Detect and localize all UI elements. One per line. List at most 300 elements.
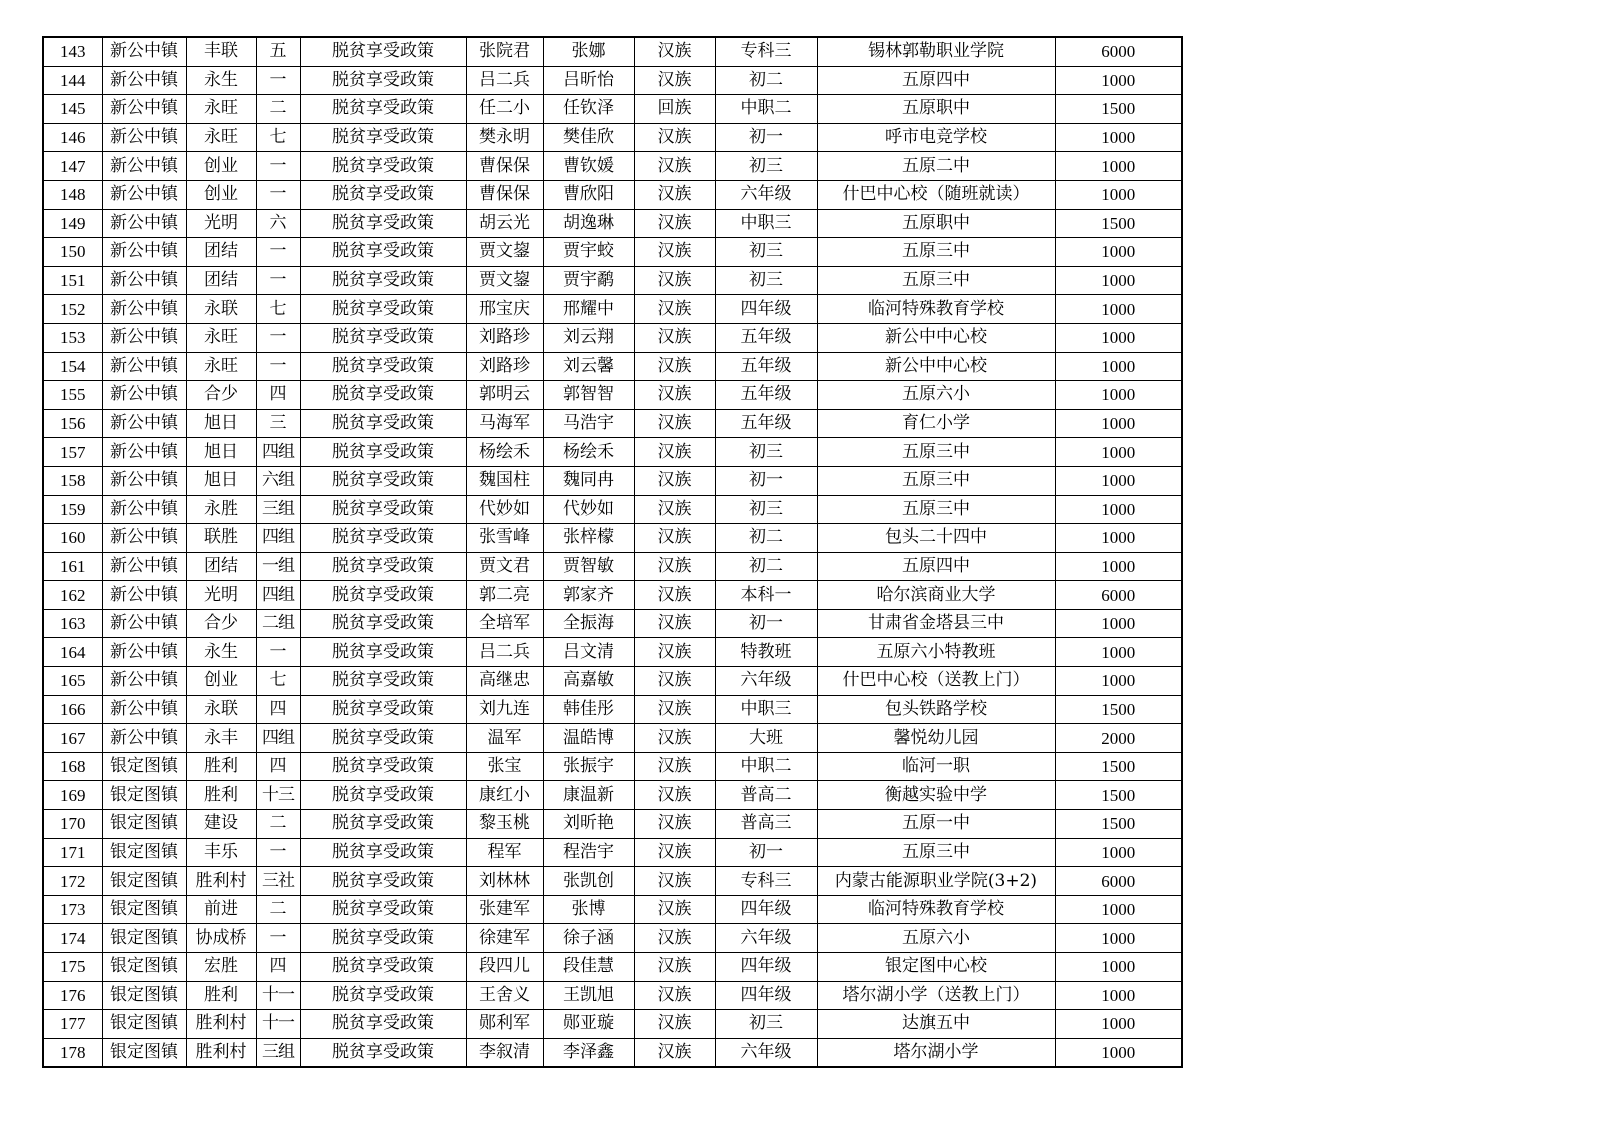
ethnicity-cell: 汉族 bbox=[634, 323, 715, 352]
town-cell: 新公中镇 bbox=[102, 638, 186, 667]
table-row bbox=[43, 66, 1182, 95]
village-cell: 胜利村 bbox=[186, 1010, 256, 1039]
row-number-cell: 176 bbox=[43, 981, 102, 1010]
school-cell: 什巴中心校（随班就读） bbox=[817, 180, 1055, 209]
amount-cell: 2000 bbox=[1055, 724, 1182, 753]
student-name-cell: 樊佳欣 bbox=[543, 123, 634, 152]
table-row bbox=[43, 895, 1182, 924]
grade-cell: 六年级 bbox=[715, 1038, 817, 1067]
amount-cell: 1500 bbox=[1055, 95, 1182, 124]
guardian-name-cell: 全培军 bbox=[466, 609, 543, 638]
group-cell: 二组 bbox=[256, 609, 300, 638]
row-number-cell: 166 bbox=[43, 695, 102, 724]
guardian-name-cell: 曹保保 bbox=[466, 152, 543, 181]
town-cell: 银定图镇 bbox=[102, 781, 186, 810]
table-body bbox=[43, 37, 1182, 1067]
ethnicity-cell: 汉族 bbox=[634, 438, 715, 467]
row-number-cell: 178 bbox=[43, 1038, 102, 1067]
table-row bbox=[43, 981, 1182, 1010]
policy-cell: 脱贫享受政策 bbox=[300, 66, 466, 95]
policy-cell: 脱贫享受政策 bbox=[300, 123, 466, 152]
policy-cell: 脱贫享受政策 bbox=[300, 667, 466, 696]
amount-cell: 1000 bbox=[1055, 1038, 1182, 1067]
amount-cell: 1500 bbox=[1055, 209, 1182, 238]
village-cell: 联胜 bbox=[186, 524, 256, 553]
town-cell: 新公中镇 bbox=[102, 37, 186, 66]
school-cell: 五原四中 bbox=[817, 552, 1055, 581]
town-cell: 新公中镇 bbox=[102, 495, 186, 524]
town-cell: 银定图镇 bbox=[102, 924, 186, 953]
policy-cell: 脱贫享受政策 bbox=[300, 466, 466, 495]
grade-cell: 六年级 bbox=[715, 924, 817, 953]
policy-cell: 脱贫享受政策 bbox=[300, 180, 466, 209]
group-cell: 三 bbox=[256, 409, 300, 438]
school-cell: 呼市电竞学校 bbox=[817, 123, 1055, 152]
amount-cell: 1000 bbox=[1055, 66, 1182, 95]
guardian-name-cell: 王舍义 bbox=[466, 981, 543, 1010]
ethnicity-cell: 汉族 bbox=[634, 867, 715, 896]
guardian-name-cell: 刘林林 bbox=[466, 867, 543, 896]
village-cell: 前进 bbox=[186, 895, 256, 924]
table-row bbox=[43, 724, 1182, 753]
school-cell: 衡越实验中学 bbox=[817, 781, 1055, 810]
group-cell: 一 bbox=[256, 180, 300, 209]
town-cell: 银定图镇 bbox=[102, 953, 186, 982]
group-cell: 一 bbox=[256, 838, 300, 867]
grade-cell: 六年级 bbox=[715, 667, 817, 696]
ethnicity-cell: 汉族 bbox=[634, 180, 715, 209]
group-cell: 四组 bbox=[256, 438, 300, 467]
student-name-cell: 曹钦媛 bbox=[543, 152, 634, 181]
row-number-cell: 177 bbox=[43, 1010, 102, 1039]
town-cell: 银定图镇 bbox=[102, 895, 186, 924]
town-cell: 新公中镇 bbox=[102, 581, 186, 610]
policy-cell: 脱贫享受政策 bbox=[300, 37, 466, 66]
village-cell: 永联 bbox=[186, 695, 256, 724]
guardian-name-cell: 张雪峰 bbox=[466, 524, 543, 553]
group-cell: 四组 bbox=[256, 724, 300, 753]
grade-cell: 普高三 bbox=[715, 810, 817, 839]
amount-cell: 1000 bbox=[1055, 352, 1182, 381]
group-cell: 一 bbox=[256, 924, 300, 953]
grade-cell: 四年级 bbox=[715, 895, 817, 924]
table-row bbox=[43, 581, 1182, 610]
policy-cell: 脱贫享受政策 bbox=[300, 1038, 466, 1067]
amount-cell: 1000 bbox=[1055, 552, 1182, 581]
school-cell: 新公中中心校 bbox=[817, 352, 1055, 381]
guardian-name-cell: 曹保保 bbox=[466, 180, 543, 209]
school-cell: 锡林郭勒职业学院 bbox=[817, 37, 1055, 66]
group-cell: 一 bbox=[256, 352, 300, 381]
school-cell: 哈尔滨商业大学 bbox=[817, 581, 1055, 610]
guardian-name-cell: 代妙如 bbox=[466, 495, 543, 524]
row-number-cell: 152 bbox=[43, 295, 102, 324]
table-row bbox=[43, 266, 1182, 295]
policy-cell: 脱贫享受政策 bbox=[300, 867, 466, 896]
school-cell: 五原三中 bbox=[817, 838, 1055, 867]
town-cell: 新公中镇 bbox=[102, 66, 186, 95]
student-name-cell: 刘云翔 bbox=[543, 323, 634, 352]
amount-cell: 1000 bbox=[1055, 495, 1182, 524]
student-name-cell: 杨绘禾 bbox=[543, 438, 634, 467]
group-cell: 一 bbox=[256, 266, 300, 295]
ethnicity-cell: 汉族 bbox=[634, 752, 715, 781]
village-cell: 宏胜 bbox=[186, 953, 256, 982]
town-cell: 新公中镇 bbox=[102, 695, 186, 724]
row-number-cell: 151 bbox=[43, 266, 102, 295]
grade-cell: 初一 bbox=[715, 838, 817, 867]
policy-cell: 脱贫享受政策 bbox=[300, 152, 466, 181]
grade-cell: 初三 bbox=[715, 438, 817, 467]
school-cell: 包头铁路学校 bbox=[817, 695, 1055, 724]
school-cell: 育仁小学 bbox=[817, 409, 1055, 438]
guardian-name-cell: 徐建军 bbox=[466, 924, 543, 953]
amount-cell: 1500 bbox=[1055, 781, 1182, 810]
table-row bbox=[43, 1038, 1182, 1067]
group-cell: 十一 bbox=[256, 981, 300, 1010]
village-cell: 胜利村 bbox=[186, 1038, 256, 1067]
village-cell: 永胜 bbox=[186, 495, 256, 524]
table-row bbox=[43, 695, 1182, 724]
table-row bbox=[43, 495, 1182, 524]
school-cell: 五原六小 bbox=[817, 924, 1055, 953]
table-row bbox=[43, 867, 1182, 896]
table-row bbox=[43, 381, 1182, 410]
amount-cell: 1000 bbox=[1055, 409, 1182, 438]
group-cell: 一 bbox=[256, 238, 300, 267]
town-cell: 新公中镇 bbox=[102, 409, 186, 438]
row-number-cell: 150 bbox=[43, 238, 102, 267]
policy-cell: 脱贫享受政策 bbox=[300, 695, 466, 724]
table-row bbox=[43, 638, 1182, 667]
guardian-name-cell: 刘路珍 bbox=[466, 352, 543, 381]
table-row bbox=[43, 37, 1182, 66]
grade-cell: 四年级 bbox=[715, 953, 817, 982]
grade-cell: 五年级 bbox=[715, 352, 817, 381]
table-row bbox=[43, 924, 1182, 953]
school-cell: 新公中中心校 bbox=[817, 323, 1055, 352]
school-cell: 五原六小特教班 bbox=[817, 638, 1055, 667]
row-number-cell: 170 bbox=[43, 810, 102, 839]
guardian-name-cell: 张宝 bbox=[466, 752, 543, 781]
town-cell: 银定图镇 bbox=[102, 981, 186, 1010]
guardian-name-cell: 贾文鋆 bbox=[466, 238, 543, 267]
town-cell: 银定图镇 bbox=[102, 1038, 186, 1067]
policy-cell: 脱贫享受政策 bbox=[300, 266, 466, 295]
village-cell: 光明 bbox=[186, 581, 256, 610]
group-cell: 三社 bbox=[256, 867, 300, 896]
amount-cell: 1000 bbox=[1055, 895, 1182, 924]
guardian-name-cell: 杨绘禾 bbox=[466, 438, 543, 467]
village-cell: 团结 bbox=[186, 552, 256, 581]
village-cell: 创业 bbox=[186, 667, 256, 696]
village-cell: 团结 bbox=[186, 266, 256, 295]
grade-cell: 中职二 bbox=[715, 752, 817, 781]
table-row bbox=[43, 466, 1182, 495]
amount-cell: 1000 bbox=[1055, 438, 1182, 467]
row-number-cell: 149 bbox=[43, 209, 102, 238]
town-cell: 新公中镇 bbox=[102, 667, 186, 696]
policy-cell: 脱贫享受政策 bbox=[300, 609, 466, 638]
school-cell: 塔尔湖小学（送教上门） bbox=[817, 981, 1055, 1010]
town-cell: 新公中镇 bbox=[102, 152, 186, 181]
guardian-name-cell: 郭二亮 bbox=[466, 581, 543, 610]
town-cell: 新公中镇 bbox=[102, 180, 186, 209]
student-name-cell: 贾智敏 bbox=[543, 552, 634, 581]
ethnicity-cell: 汉族 bbox=[634, 638, 715, 667]
school-cell: 五原六小 bbox=[817, 381, 1055, 410]
policy-cell: 脱贫享受政策 bbox=[300, 752, 466, 781]
student-name-cell: 全振海 bbox=[543, 609, 634, 638]
amount-cell: 1000 bbox=[1055, 524, 1182, 553]
amount-cell: 1500 bbox=[1055, 810, 1182, 839]
table-row bbox=[43, 1010, 1182, 1039]
village-cell: 合少 bbox=[186, 609, 256, 638]
student-name-cell: 胡逸琳 bbox=[543, 209, 634, 238]
student-name-cell: 张凯创 bbox=[543, 867, 634, 896]
guardian-name-cell: 吕二兵 bbox=[466, 66, 543, 95]
row-number-cell: 173 bbox=[43, 895, 102, 924]
amount-cell: 1000 bbox=[1055, 152, 1182, 181]
amount-cell: 1000 bbox=[1055, 238, 1182, 267]
student-name-cell: 程浩宇 bbox=[543, 838, 634, 867]
student-name-cell: 张振宇 bbox=[543, 752, 634, 781]
guardian-name-cell: 温军 bbox=[466, 724, 543, 753]
grade-cell: 初三 bbox=[715, 238, 817, 267]
row-number-cell: 172 bbox=[43, 867, 102, 896]
ethnicity-cell: 汉族 bbox=[634, 781, 715, 810]
group-cell: 四组 bbox=[256, 581, 300, 610]
town-cell: 新公中镇 bbox=[102, 209, 186, 238]
table-row bbox=[43, 180, 1182, 209]
guardian-name-cell: 李叙清 bbox=[466, 1038, 543, 1067]
town-cell: 新公中镇 bbox=[102, 609, 186, 638]
table-row bbox=[43, 152, 1182, 181]
ethnicity-cell: 汉族 bbox=[634, 209, 715, 238]
town-cell: 新公中镇 bbox=[102, 95, 186, 124]
ethnicity-cell: 汉族 bbox=[634, 409, 715, 438]
village-cell: 永生 bbox=[186, 638, 256, 667]
town-cell: 银定图镇 bbox=[102, 810, 186, 839]
policy-cell: 脱贫享受政策 bbox=[300, 323, 466, 352]
row-number-cell: 156 bbox=[43, 409, 102, 438]
policy-cell: 脱贫享受政策 bbox=[300, 1010, 466, 1039]
town-cell: 新公中镇 bbox=[102, 438, 186, 467]
ethnicity-cell: 汉族 bbox=[634, 581, 715, 610]
group-cell: 一 bbox=[256, 323, 300, 352]
policy-cell: 脱贫享受政策 bbox=[300, 810, 466, 839]
row-number-cell: 161 bbox=[43, 552, 102, 581]
amount-cell: 6000 bbox=[1055, 37, 1182, 66]
guardian-name-cell: 康红小 bbox=[466, 781, 543, 810]
guardian-name-cell: 刘路珍 bbox=[466, 323, 543, 352]
grade-cell: 初二 bbox=[715, 66, 817, 95]
policy-cell: 脱贫享受政策 bbox=[300, 352, 466, 381]
guardian-name-cell: 吕二兵 bbox=[466, 638, 543, 667]
row-number-cell: 169 bbox=[43, 781, 102, 810]
school-cell: 甘肃省金塔县三中 bbox=[817, 609, 1055, 638]
student-name-cell: 张娜 bbox=[543, 37, 634, 66]
grade-cell: 初一 bbox=[715, 609, 817, 638]
school-cell: 包头二十四中 bbox=[817, 524, 1055, 553]
grade-cell: 四年级 bbox=[715, 295, 817, 324]
table-row bbox=[43, 352, 1182, 381]
village-cell: 永生 bbox=[186, 66, 256, 95]
grade-cell: 初三 bbox=[715, 152, 817, 181]
ethnicity-cell: 汉族 bbox=[634, 810, 715, 839]
ethnicity-cell: 汉族 bbox=[634, 1038, 715, 1067]
school-cell: 五原一中 bbox=[817, 810, 1055, 839]
student-name-cell: 张博 bbox=[543, 895, 634, 924]
grade-cell: 初三 bbox=[715, 495, 817, 524]
group-cell: 三组 bbox=[256, 495, 300, 524]
row-number-cell: 160 bbox=[43, 524, 102, 553]
school-cell: 达旗五中 bbox=[817, 1010, 1055, 1039]
guardian-name-cell: 魏国柱 bbox=[466, 466, 543, 495]
group-cell: 七 bbox=[256, 667, 300, 696]
grade-cell: 初三 bbox=[715, 266, 817, 295]
policy-cell: 脱贫享受政策 bbox=[300, 438, 466, 467]
school-cell: 五原三中 bbox=[817, 266, 1055, 295]
table-row bbox=[43, 781, 1182, 810]
grade-cell: 普高二 bbox=[715, 781, 817, 810]
table-row bbox=[43, 209, 1182, 238]
guardian-name-cell: 马海军 bbox=[466, 409, 543, 438]
amount-cell: 1000 bbox=[1055, 1010, 1182, 1039]
village-cell: 丰乐 bbox=[186, 838, 256, 867]
policy-cell: 脱贫享受政策 bbox=[300, 724, 466, 753]
table-row bbox=[43, 752, 1182, 781]
ethnicity-cell: 汉族 bbox=[634, 466, 715, 495]
school-cell: 临河特殊教育学校 bbox=[817, 895, 1055, 924]
amount-cell: 1000 bbox=[1055, 838, 1182, 867]
ethnicity-cell: 汉族 bbox=[634, 238, 715, 267]
table-row bbox=[43, 552, 1182, 581]
amount-cell: 1000 bbox=[1055, 295, 1182, 324]
guardian-name-cell: 邢宝庆 bbox=[466, 295, 543, 324]
group-cell: 十一 bbox=[256, 1010, 300, 1039]
group-cell: 二 bbox=[256, 895, 300, 924]
amount-cell: 1000 bbox=[1055, 924, 1182, 953]
table-row bbox=[43, 238, 1182, 267]
row-number-cell: 148 bbox=[43, 180, 102, 209]
village-cell: 合少 bbox=[186, 381, 256, 410]
village-cell: 团结 bbox=[186, 238, 256, 267]
row-number-cell: 145 bbox=[43, 95, 102, 124]
policy-cell: 脱贫享受政策 bbox=[300, 981, 466, 1010]
town-cell: 新公中镇 bbox=[102, 295, 186, 324]
guardian-name-cell: 贾文君 bbox=[466, 552, 543, 581]
grade-cell: 中职三 bbox=[715, 209, 817, 238]
group-cell: 三组 bbox=[256, 1038, 300, 1067]
ethnicity-cell: 汉族 bbox=[634, 552, 715, 581]
town-cell: 新公中镇 bbox=[102, 323, 186, 352]
school-cell: 五原三中 bbox=[817, 466, 1055, 495]
row-number-cell: 155 bbox=[43, 381, 102, 410]
town-cell: 新公中镇 bbox=[102, 724, 186, 753]
village-cell: 旭日 bbox=[186, 466, 256, 495]
school-cell: 五原二中 bbox=[817, 152, 1055, 181]
village-cell: 旭日 bbox=[186, 409, 256, 438]
student-aid-table bbox=[42, 36, 1183, 1068]
school-cell: 五原四中 bbox=[817, 66, 1055, 95]
ethnicity-cell: 汉族 bbox=[634, 295, 715, 324]
ethnicity-cell: 汉族 bbox=[634, 1010, 715, 1039]
grade-cell: 初一 bbox=[715, 123, 817, 152]
grade-cell: 中职二 bbox=[715, 95, 817, 124]
group-cell: 六 bbox=[256, 209, 300, 238]
group-cell: 五 bbox=[256, 37, 300, 66]
table-row bbox=[43, 609, 1182, 638]
student-name-cell: 马浩宇 bbox=[543, 409, 634, 438]
student-name-cell: 徐子涵 bbox=[543, 924, 634, 953]
ethnicity-cell: 汉族 bbox=[634, 266, 715, 295]
policy-cell: 脱贫享受政策 bbox=[300, 895, 466, 924]
student-name-cell: 吕昕怡 bbox=[543, 66, 634, 95]
village-cell: 胜利村 bbox=[186, 867, 256, 896]
ethnicity-cell: 汉族 bbox=[634, 37, 715, 66]
student-name-cell: 张梓檬 bbox=[543, 524, 634, 553]
student-name-cell: 刘云馨 bbox=[543, 352, 634, 381]
group-cell: 一 bbox=[256, 66, 300, 95]
student-name-cell: 任钦泽 bbox=[543, 95, 634, 124]
grade-cell: 五年级 bbox=[715, 381, 817, 410]
ethnicity-cell: 汉族 bbox=[634, 667, 715, 696]
guardian-name-cell: 黎玉桃 bbox=[466, 810, 543, 839]
guardian-name-cell: 胡云光 bbox=[466, 209, 543, 238]
row-number-cell: 147 bbox=[43, 152, 102, 181]
group-cell: 一 bbox=[256, 638, 300, 667]
school-cell: 内蒙古能源职业学院(3+2) bbox=[817, 867, 1055, 896]
table-row bbox=[43, 295, 1182, 324]
village-cell: 永旺 bbox=[186, 352, 256, 381]
village-cell: 胜利 bbox=[186, 752, 256, 781]
grade-cell: 专科三 bbox=[715, 867, 817, 896]
school-cell: 五原职中 bbox=[817, 209, 1055, 238]
amount-cell: 1000 bbox=[1055, 381, 1182, 410]
group-cell: 十三 bbox=[256, 781, 300, 810]
table-row bbox=[43, 953, 1182, 982]
group-cell: 二 bbox=[256, 95, 300, 124]
student-name-cell: 贾宇蛟 bbox=[543, 238, 634, 267]
student-name-cell: 高嘉敏 bbox=[543, 667, 634, 696]
row-number-cell: 162 bbox=[43, 581, 102, 610]
village-cell: 创业 bbox=[186, 152, 256, 181]
ethnicity-cell: 汉族 bbox=[634, 609, 715, 638]
ethnicity-cell: 汉族 bbox=[634, 66, 715, 95]
ethnicity-cell: 汉族 bbox=[634, 953, 715, 982]
amount-cell: 6000 bbox=[1055, 867, 1182, 896]
grade-cell: 大班 bbox=[715, 724, 817, 753]
village-cell: 协成桥 bbox=[186, 924, 256, 953]
amount-cell: 1000 bbox=[1055, 638, 1182, 667]
row-number-cell: 171 bbox=[43, 838, 102, 867]
grade-cell: 初一 bbox=[715, 466, 817, 495]
grade-cell: 五年级 bbox=[715, 323, 817, 352]
amount-cell: 1000 bbox=[1055, 123, 1182, 152]
ethnicity-cell: 汉族 bbox=[634, 695, 715, 724]
grade-cell: 初二 bbox=[715, 524, 817, 553]
policy-cell: 脱贫享受政策 bbox=[300, 495, 466, 524]
school-cell: 五原三中 bbox=[817, 238, 1055, 267]
group-cell: 七 bbox=[256, 123, 300, 152]
student-name-cell: 王凯旭 bbox=[543, 981, 634, 1010]
town-cell: 银定图镇 bbox=[102, 1010, 186, 1039]
policy-cell: 脱贫享受政策 bbox=[300, 838, 466, 867]
student-name-cell: 代妙如 bbox=[543, 495, 634, 524]
village-cell: 永旺 bbox=[186, 323, 256, 352]
student-name-cell: 郭智智 bbox=[543, 381, 634, 410]
